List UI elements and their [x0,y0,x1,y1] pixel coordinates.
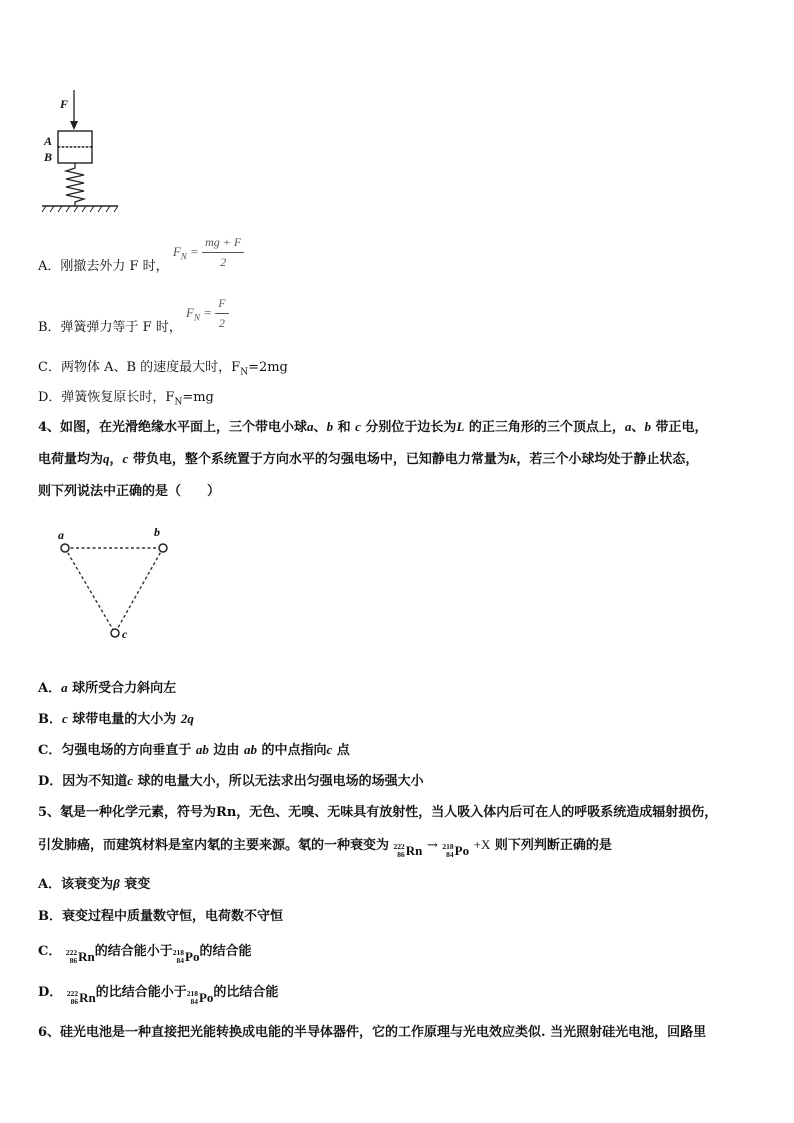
q3-option-c: C．两物体 A、B 的速度最大时，$F_N=2mg$ [38,360,288,378]
q3-option-d: D．弹簧恢复原长时，$F_N=mg$ [38,390,214,408]
q4-option-c: C．匀强电场的方向垂直于 ab 边由 ab 的中点指向c 点 [38,742,350,758]
q5-line-2: 引发肺癌，而建筑材料是室内氡的主要来源。氡的一种衰变为 222 86 Rn → 218 84 Po +X 则下列判断正确的是 [38,837,612,859]
q4-line-2: 电荷量均为q，c 带负电，整个系统置于方向水平的匀强电场中，已知静电力常量为k，若三个小球均处于静止状态， [38,451,699,467]
label-B: B [44,150,53,164]
po-nuclide: 218 84 Po [442,842,470,859]
q3-option-a [38,235,244,274]
q4-line-1: 4、如图，在光滑绝缘水平面上，三个带电小球a、b 和 c 分别位于边长为L 的正三角形的三个顶点上，a、b 带正电， [38,419,708,435]
q3-option-b-text: B．弹簧弹力等于 F 时， [38,320,182,335]
triangle-charges-diagram [55,525,175,645]
triangle-label-b: b [154,525,160,539]
q4-option-a: A．a 球所受合力斜向左 [38,680,177,696]
q4-line-3: 则下列说法中正确的是（ ） [38,484,221,499]
q3-option-a-text: A．刚撤去外力 F 时， [38,259,169,274]
label-F: F [60,97,69,111]
q4-option-b: B．c 球带电量的大小为 2q [38,711,194,727]
q6-line-1: 6、硅光电池是一种直接把光能转换成电能的半导体器件，它的工作原理与光电效应类似. 当光照射硅光电池，回路里 [38,1025,707,1040]
q3-option-b-fraction: $\frac{F}{2}$ [215,296,228,331]
q3-option-b-lhs: $F_N$ = [185,305,216,323]
q3-option-b [38,296,229,335]
label-A: A [44,134,53,148]
rn-nuclide: 222 86 Rn [393,842,423,859]
q5-line-1: 5、氡是一种化学元素，符号为Rn，无色、无嗅、无味具有放射性，当人吸入体内后可在人的呼吸系统造成辐射损伤， [38,805,718,820]
triangle-label-c: c [122,627,128,641]
q5-option-d: D． 222 86 Rn 的比结合能小于 218 84 Po 的比结合能 [38,985,279,1006]
q5-option-a: A．该衰变为β 衰变 [38,876,151,892]
q5-option-c: C． 222 86 Rn 的结合能小于 218 84 Po 的结合能 [38,944,252,965]
q3-option-a-lhs: $F_N$ = [172,244,203,262]
q3-option-a-fraction: $\frac{mg + F}{2}$ [202,235,244,270]
q5-option-b: B．衰变过程中质量数守恒，电荷数不守恒 [38,909,283,924]
q4-option-d: D．因为不知道c 球的电量大小，所以无法求出匀强电场的场强大小 [38,773,424,789]
triangle-label-a: a [58,528,64,542]
